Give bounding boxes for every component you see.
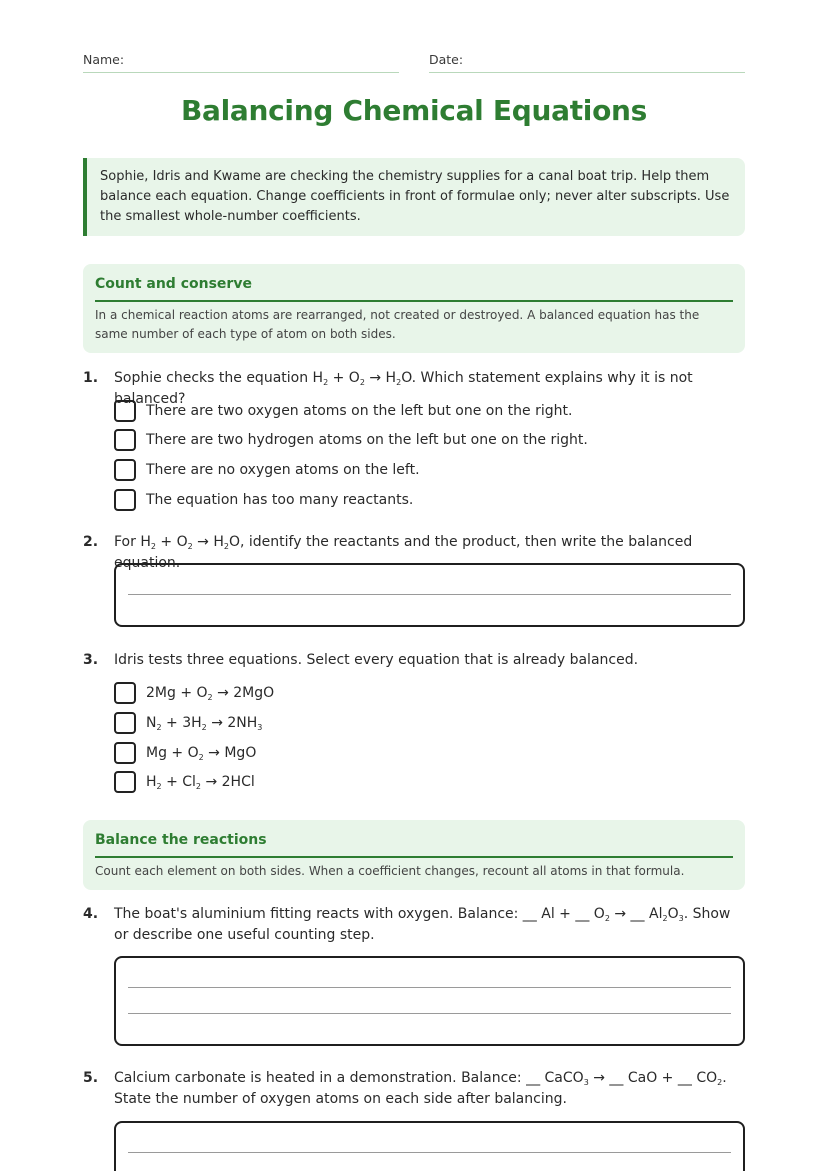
date-label: Date: (429, 52, 464, 67)
question-number: 3. (83, 652, 99, 668)
option-label: There are two hydrogen atoms on the left but one on the right. (146, 432, 588, 448)
section-count-and-conserve (83, 264, 745, 353)
answer-line (128, 987, 731, 988)
worksheet-title: Balancing Chemical Equations (180, 94, 648, 127)
question-3 (83, 650, 745, 671)
intro-box: Sophie, Idris and Kwame are checking the chemistry supplies for a canal boat trip. Help them balance each equation. Change coefficients in front of formulae only; never alter subscripts. Use the smallest whole-number coefficients. (83, 158, 745, 236)
question-text: For $H_2 + O_2 \to H_2O$, identify the reactants and the product, then write the balanced equation. (114, 534, 693, 571)
question-number: 4. (83, 906, 99, 922)
answer-box[interactable] (114, 956, 745, 1046)
question-text: Calcium carbonate is heated in a demonstration. Balance: __ CaCO$_3$ → __ CaO + __ $CO_2$. State the number of oxygen atoms on each side after balancing. (114, 1070, 727, 1107)
option-label: $Mg + O_2$ → MgO (146, 745, 257, 762)
question-number: 5. (83, 1070, 99, 1086)
option-label: $2Mg + O_2 \to 2MgO$ (146, 685, 275, 702)
section-balance-the-reactions (83, 820, 745, 890)
answer-line (128, 594, 731, 595)
option-label: $H_2 + Cl_2 \to 2HCl$ (146, 774, 255, 791)
question-text: Idris tests three equations. Select every equation that is already balanced. (114, 652, 639, 668)
name-label: Name: (83, 52, 125, 67)
option-label: There are two oxygen atoms on the left but one on the right. (146, 403, 573, 419)
checkbox[interactable] (114, 742, 136, 764)
answer-line (128, 1013, 731, 1014)
answer-box[interactable] (114, 563, 745, 627)
student-info (83, 52, 745, 74)
checkbox[interactable] (114, 682, 136, 704)
option-label: There are no oxygen atoms on the left. (146, 462, 420, 478)
section-title: Balance the reactions (95, 830, 733, 858)
question-5 (83, 1068, 745, 1110)
option-label: $N_2 + 3H_2 \to 2NH_3$ (146, 715, 263, 732)
answer-box[interactable] (114, 1121, 745, 1171)
checkbox[interactable] (114, 400, 136, 422)
option-label: The equation has too many reactants. (146, 492, 414, 508)
checkbox[interactable] (114, 489, 136, 511)
question-4 (83, 904, 745, 946)
checkbox[interactable] (114, 429, 136, 451)
answer-line (128, 1152, 731, 1153)
question-number: 2. (83, 534, 99, 550)
section-title: Count and conserve (95, 274, 733, 302)
checkbox[interactable] (114, 771, 136, 793)
checkbox[interactable] (114, 712, 136, 734)
question-text: Sophie checks the equation $H_2 + O_2 \to H_2O$. Which statement explains why it is not balanced? (114, 370, 693, 407)
checkbox[interactable] (114, 459, 136, 481)
date-field[interactable] (429, 52, 745, 73)
name-field[interactable] (83, 52, 399, 73)
question-text: The boat's aluminium fitting reacts with oxygen. Balance: __ Al + __ $O_2$ → __ $Al_2O_3$. Show or describe one useful counting step. (114, 906, 731, 943)
section-text: In a chemical reaction atoms are rearranged, not created or destroyed. A balanced equation has the same number of each type of atom on both sides. (95, 308, 700, 341)
question-number: 1. (83, 370, 99, 386)
section-text: Count each element on both sides. When a coefficient changes, recount all atoms in that formula. (95, 864, 685, 878)
